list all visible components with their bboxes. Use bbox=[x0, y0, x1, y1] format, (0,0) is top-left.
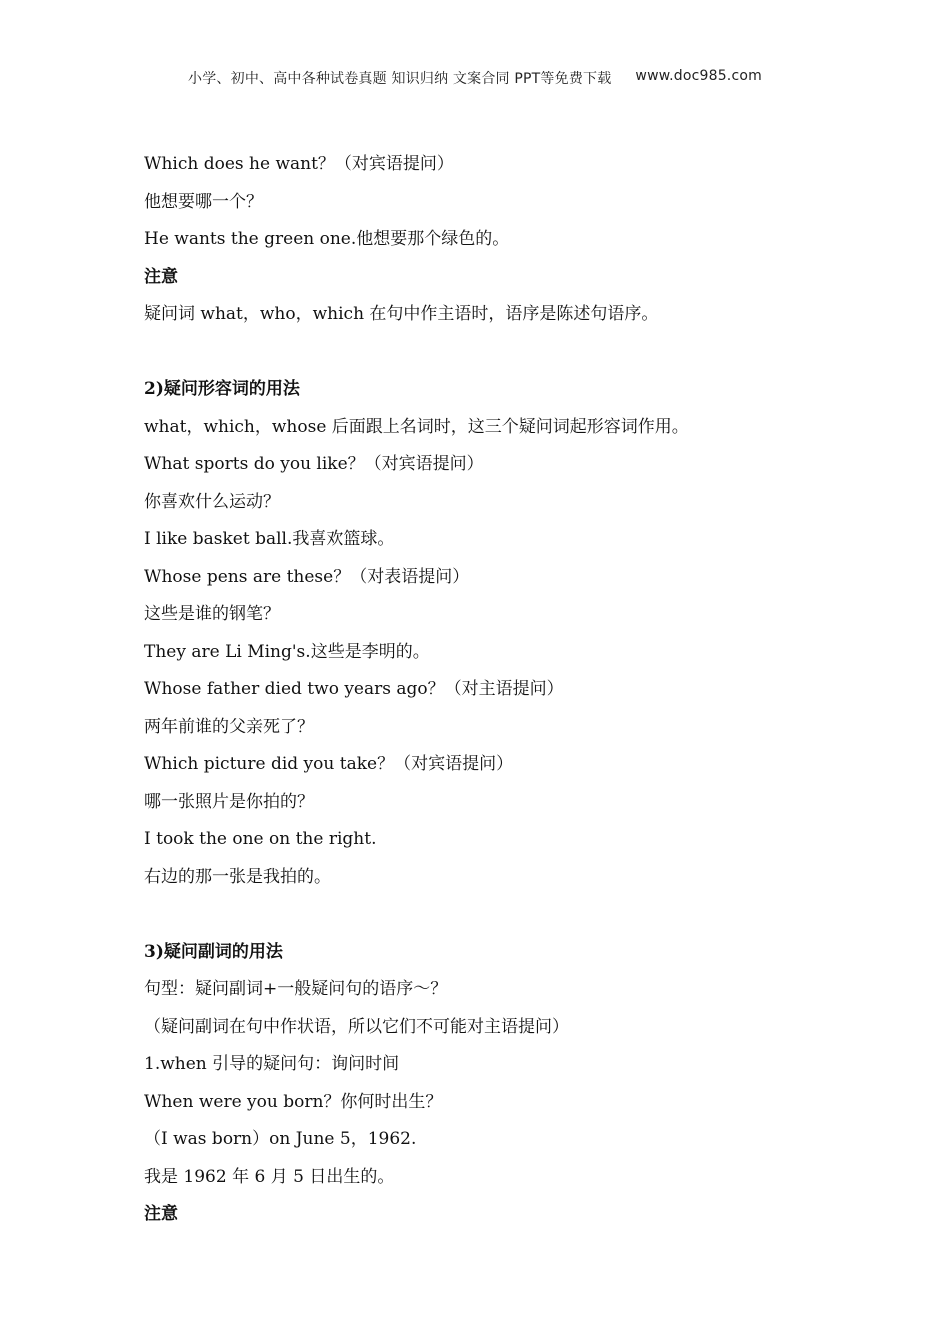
section-heading: 2)疑问形容词的用法 bbox=[144, 379, 300, 399]
text-line: （疑问副词在句中作状语，所以它们不可能对主语提问） bbox=[144, 1016, 569, 1037]
text-line: What sports do you like？（对宾语提问） bbox=[144, 454, 484, 474]
text-line: what，which，whose 后面跟上名词时，这三个疑问词起形容词作用。 bbox=[144, 416, 689, 437]
header-text: 小学、初中、高中各种试卷真题 知识归纳 文案合同 PPT等免费下载 bbox=[188, 71, 612, 87]
text-line: 句型：疑问副词+一般疑问句的语序～？ bbox=[144, 979, 448, 999]
text-line: 这些是谁的钢笔？ bbox=[144, 604, 280, 624]
blank-line bbox=[144, 900, 844, 938]
text-line: 我是 1962 年 6 月 5 日出生的。 bbox=[144, 1166, 395, 1187]
document-body bbox=[144, 150, 844, 1238]
text-line: 两年前谁的父亲死了？ bbox=[144, 716, 314, 737]
text-line: 疑问词 what，who，which 在句中作主语时，语序是陈述句语序。 bbox=[144, 304, 659, 324]
text-line: 右边的那一张是我拍的。 bbox=[144, 866, 331, 887]
text-line: They are Li Ming's.这些是李明的。 bbox=[144, 641, 430, 662]
text-line: 1.when 引导的疑问句：询问时间 bbox=[144, 1054, 400, 1074]
text-line: 你喜欢什么运动？ bbox=[144, 491, 280, 512]
text-line: （I was born）on June 5，1962. bbox=[144, 1129, 417, 1149]
section-heading: 注意 bbox=[144, 1204, 178, 1224]
page-header bbox=[0, 68, 950, 88]
text-line: 他想要哪一个？ bbox=[144, 191, 263, 212]
header-site: www.doc985.com bbox=[635, 68, 762, 84]
blank-line bbox=[144, 338, 844, 376]
text-line: Which does he want？（对宾语提问） bbox=[144, 154, 454, 174]
text-line: Whose pens are these？（对表语提问） bbox=[144, 566, 470, 587]
text-line: Whose father died two years ago？（对主语提问） bbox=[144, 679, 564, 699]
section-heading: 3)疑问副词的用法 bbox=[144, 941, 283, 962]
text-line: I took the one on the right. bbox=[144, 829, 377, 849]
text-line: 哪一张照片是你拍的？ bbox=[144, 791, 314, 812]
text-line: Which picture did you take？（对宾语提问） bbox=[144, 754, 514, 774]
section-heading: 注意 bbox=[144, 266, 178, 287]
text-line: When were you born？你何时出生？ bbox=[144, 1091, 443, 1112]
text-line: I like basket ball.我喜欢篮球。 bbox=[144, 529, 395, 549]
text-line: He wants the green one.他想要那个绿色的。 bbox=[144, 229, 510, 249]
